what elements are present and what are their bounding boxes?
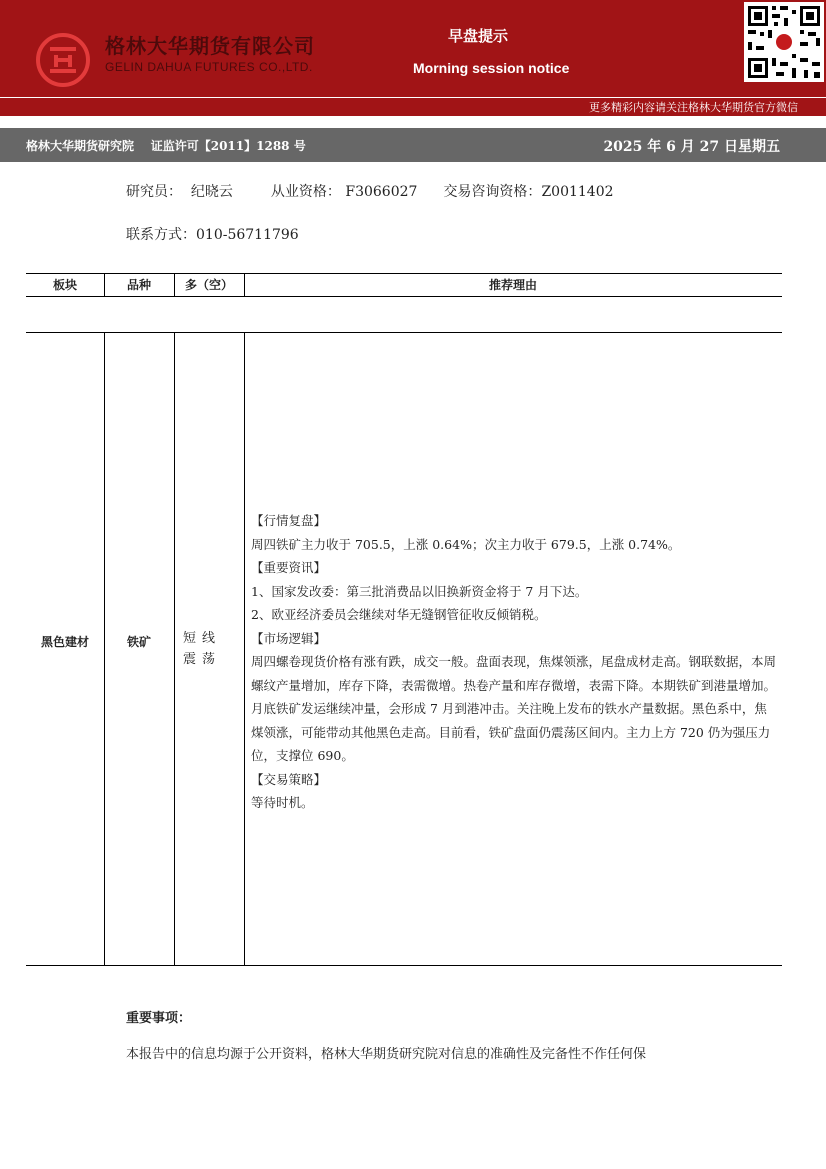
table-header-product: 品种 xyxy=(126,278,151,292)
report-title-cn: 早盘提示 xyxy=(448,27,509,45)
follow-text: 更多精彩内容请关注格林大华期货官方微信 xyxy=(589,101,798,114)
table-cell-product: 铁矿 xyxy=(126,635,151,649)
reason-paragraph: 周四螺卷现货价格有涨有跌，成交一般。盘面表现，焦煤领涨，尾盘成材走高。钢联数据，本周螺纹产量增加，库存下降，表需微增。热卷产量和库存微增，表需下降。本期铁矿到港量增加。月底铁矿发运继续冲量，会形成 7 月到港冲击。关注晚上发布的铁水产量数据。黑色系中，焦煤领涨，可能带动其他黑色走高。目前看，铁矿盘面仍震荡区间内。主力上方 720 仍为强压力位，支撑位 690。 xyxy=(251,654,777,763)
qr-code-icon[interactable] xyxy=(744,2,824,82)
license-number: 证监许可【2011】1288 号 xyxy=(150,139,306,153)
table-row-border xyxy=(26,332,782,333)
notice-text: 本报告中的信息均源于公开资料，格林大华期货研究院对信息的准确性及完备性不作任何保 xyxy=(126,1047,647,1062)
company-name-cn: 格林大华期货有限公司 xyxy=(105,34,315,58)
consult-label: 交易咨询资格： xyxy=(443,184,542,200)
table-header-border xyxy=(26,296,782,297)
contact-info xyxy=(126,224,299,244)
table-bottom-border xyxy=(26,965,782,966)
reason-heading: 【市场逻辑】 xyxy=(251,630,327,646)
qualification-label: 从业资格： xyxy=(270,184,341,200)
report-title-en: Morning session notice xyxy=(413,60,570,76)
table-col-divider xyxy=(244,332,245,966)
reason-paragraph: 2、欧亚经济委员会继续对华无缝钢管征收反倾销税。 xyxy=(251,607,547,622)
table-col-divider xyxy=(174,332,175,966)
follow-strip xyxy=(0,97,826,116)
researcher-name: 纪晓云 xyxy=(190,184,233,200)
table-top-border xyxy=(26,273,782,274)
company-logo-icon xyxy=(36,33,90,87)
table-cell-sector: 黑色建材 xyxy=(40,635,89,649)
analyst-info xyxy=(126,181,614,201)
notice-title: 重要事项： xyxy=(126,1011,192,1026)
reason-heading: 【行情复盘】 xyxy=(251,513,327,528)
reason-paragraph: 等待时机。 xyxy=(251,795,314,810)
reason-paragraph: 1、国家发改委：第三批消费品以旧换新资金将于 7 月下达。 xyxy=(251,583,588,599)
contact-label: 联系方式： xyxy=(126,227,196,243)
table-cell-direction: 短线震荡 xyxy=(183,631,222,667)
reason-heading: 【重要资讯】 xyxy=(251,560,327,575)
qualification-number: F3066027 xyxy=(345,184,418,200)
reason-paragraph: 周四铁矿主力收于 705.5，上涨 0.64%；次主力收于 679.5，上涨 0.74%。 xyxy=(251,536,681,552)
company-name-en: GELIN DAHUA FUTURES CO.,LTD. xyxy=(105,60,313,74)
table-header-direction: 多（空） xyxy=(184,278,233,292)
consult-number: Z0011402 xyxy=(541,184,614,200)
researcher-label: 研究员： xyxy=(126,184,182,200)
table-cell-reason xyxy=(251,509,779,815)
report-date: 2025 年 6 月 27 日星期五 xyxy=(603,139,780,155)
institute-license xyxy=(26,137,306,154)
info-bar xyxy=(0,128,826,162)
table-header-sector: 板块 xyxy=(52,278,77,292)
institute-name: 格林大华期货研究院 xyxy=(26,139,135,153)
reason-heading: 【交易策略】 xyxy=(251,771,327,787)
contact-phone: 010-56711796 xyxy=(196,227,299,243)
table-header-reason: 推荐理由 xyxy=(488,278,537,292)
header-banner xyxy=(0,0,826,97)
